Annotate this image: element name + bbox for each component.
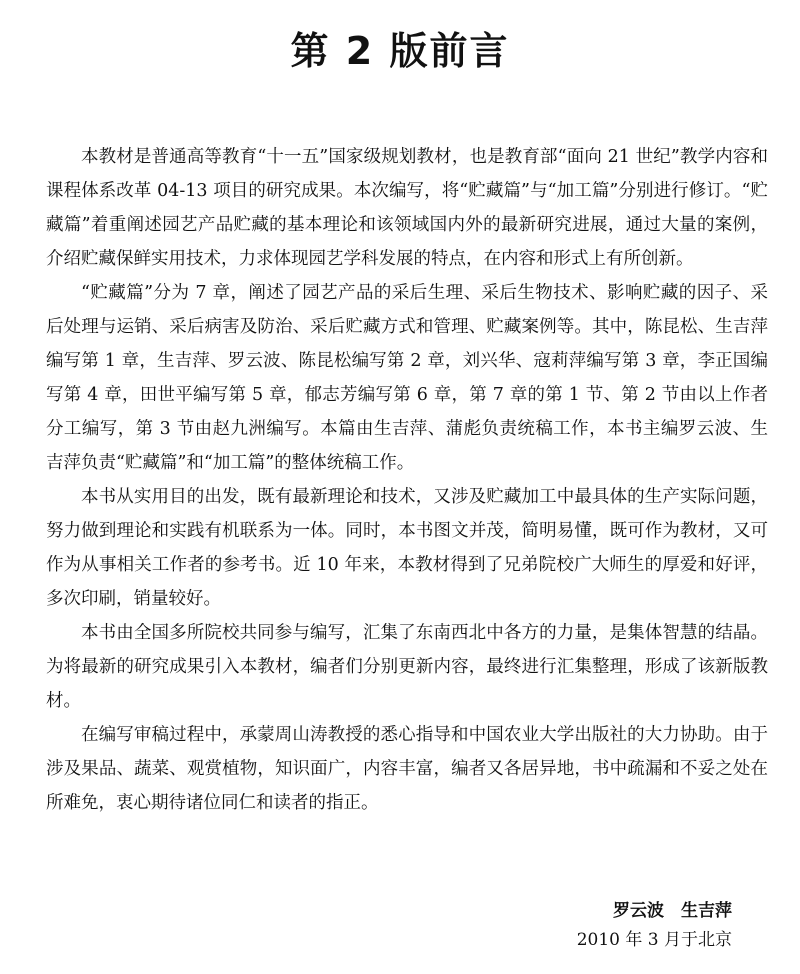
preface-body [46,140,768,820]
paragraph-4: 本书由全国多所院校共同参与编写，汇集了东南西北中各方的力量，是集体智慧的结晶。为将最新的研究成果引入本教材，编者们分别更新内容，最终进行汇集整理，形成了该新版教材。 [46,623,768,711]
signature-block [577,898,732,956]
page-title: 第 2 版前言 [290,29,510,73]
paragraph-3: 本书从实用目的出发，既有最新理论和技术，又涉及贮藏加工中最具体的生产实际问题，努力做到理论和实践有机联系为一体。同时，本书图文并茂，简明易懂，既可作为教材，又可作为从事相关工作者的参考书。近 10 年来，本教材得到了兄弟院校广大师生的厚爱和好评，多次印刷，销量较好。 [46,487,768,609]
paragraph-5: 在编写审稿过程中，承蒙周山涛教授的悉心指导和中国农业大学出版社的大力协助。由于涉及果品、蔬菜、观赏植物，知识面广，内容丰富，编者又各居异地，书中疏漏和不妥之处在所难免，衷心期待诸位同仁和读者的指正。 [46,725,768,813]
paragraph-1: 本教材是普通高等教育“十一五”国家级规划教材，也是教育部“面向 21 世纪”教学内容和课程体系改革 04-13 项目的研究成果。本次编写，将“贮藏篇”与“加工篇”分别进行修订。“贮藏篇”着重阐述园艺产品贮藏的基本理论和该领域国内外的最新研究进展，通过大量的案例，介绍贮藏保鲜实用技术，力求体现园艺学科发展的特点，在内容和形式上有所创新。 [46,147,768,269]
signature-authors: 罗云波 生吉萍 [613,901,732,921]
paragraph-2: “贮藏篇”分为 7 章，阐述了园艺产品的采后生理、采后生物技术、影响贮藏的因子、采后处理与运销、采后病害及防治、采后贮藏方式和管理、贮藏案例等。其中，陈昆松、生吉萍编写第 1 章，生吉萍、罗云波、陈昆松编写第 2 章，刘兴华、寇莉萍编写第 3 章，李正国编写第 4 章，田世平编写第 5 章，郁志芳编写第 6 章，第 7 章的第 1 节、第 2 节由以上作者分工编写，第 3 节由赵九洲编写。本篇由生吉萍、蒲彪负责统稿工作，本书主编罗云波、生吉萍负责“贮藏篇”和“加工篇”的整体统稿工作。 [46,283,768,473]
signature-date: 2010 年 3 月于北京 [576,930,732,950]
